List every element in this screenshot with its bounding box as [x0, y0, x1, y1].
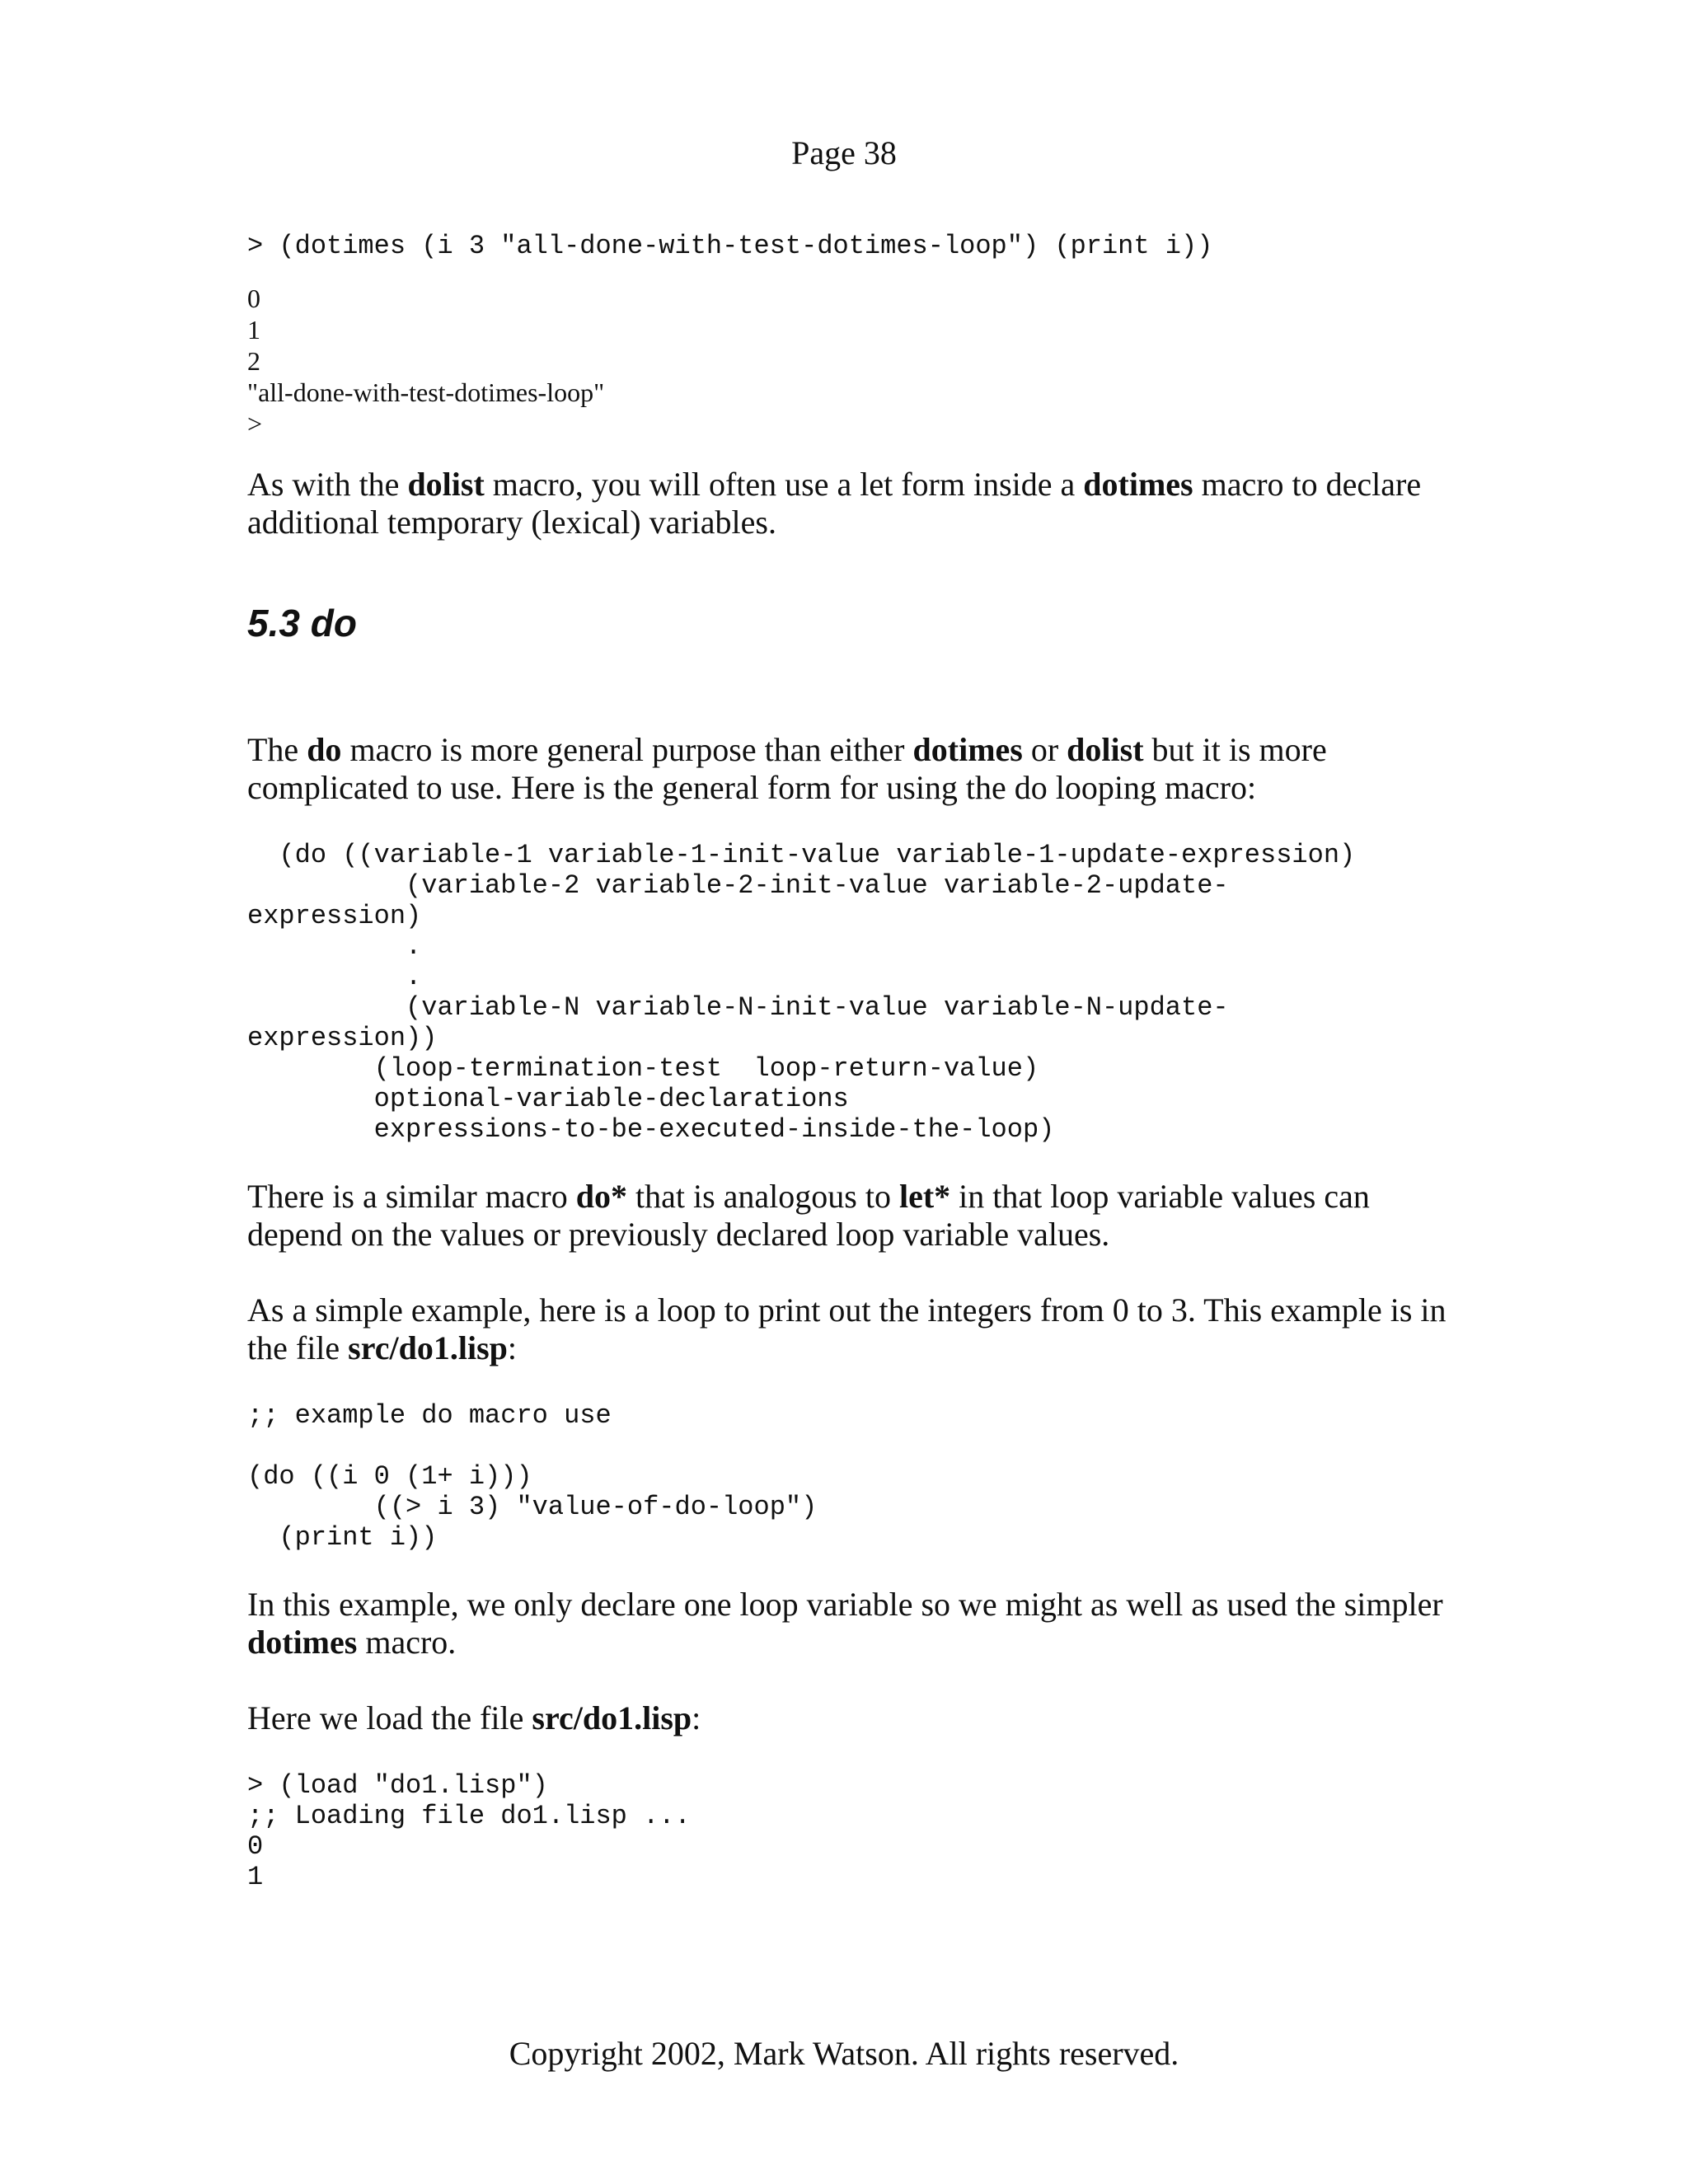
code-dotimes-call: > (dotimes (i 3 "all-done-with-test-dotimes-loop") (print i)) [247, 231, 1213, 261]
section-heading: 5.3 do [247, 602, 357, 644]
text: : [507, 1329, 518, 1366]
paragraph-load-file [247, 1699, 1451, 1737]
text: macro, you will often use a let form inside a [484, 466, 1084, 503]
text: The [247, 731, 307, 768]
keyword-do-star: do* [575, 1178, 627, 1215]
text: but it is more complicated to use. Here is the general form for using the do looping macro: [247, 731, 1327, 806]
page-content [247, 231, 1451, 1892]
dotimes-output: 0 1 2 "all-done-with-test-dotimes-loop" > [247, 284, 605, 438]
code-load-session: > (load "do1.lisp") ;; Loading file do1.lisp ... 0 1 [247, 1770, 691, 1892]
text: or [1022, 731, 1067, 768]
code-do-example: ;; example do macro use (do ((i 0 (1+ i))) ((> i 3) "value-of-do-loop") (print i)) [247, 1400, 818, 1553]
keyword-dolist: dolist [1067, 731, 1144, 768]
copyright-footer: Copyright 2002, Mark Watson. All rights reserved. [509, 2035, 1179, 2072]
text: : [692, 1699, 701, 1736]
filename-do1: src/do1.lisp [532, 1699, 692, 1736]
text: macro. [357, 1624, 457, 1661]
keyword-dotimes: dotimes [1083, 466, 1193, 503]
page-number: Page 38 [791, 134, 897, 171]
text: As a simple example, here is a loop to print out the integers from 0 to 3. This example is in the file [247, 1291, 1447, 1366]
paragraph-do-star [247, 1178, 1451, 1254]
text: Here we load the file [247, 1699, 532, 1736]
paragraph-do-intro [247, 731, 1451, 807]
text: that is analogous to [626, 1178, 899, 1215]
paragraph-let-inside-dotimes [247, 466, 1451, 541]
text: In this example, we only declare one loop variable so we might as well as used the simpler [247, 1586, 1443, 1623]
keyword-let-star: let* [898, 1178, 951, 1215]
paragraph-one-loop-variable [247, 1586, 1451, 1661]
keyword-do: do [307, 731, 342, 768]
filename-do1: src/do1.lisp [348, 1329, 508, 1366]
text: There is a similar macro [247, 1178, 576, 1215]
keyword-dotimes: dotimes [247, 1624, 358, 1661]
keyword-dolist: dolist [407, 466, 485, 503]
text: macro to declare additional temporary (lexical) variables. [247, 466, 1422, 541]
text: in that loop variable values can depend on the values or previously declared loop variable values. [247, 1178, 1370, 1253]
code-do-general-form: (do ((variable-1 variable-1-init-value variable-1-update-expression) (variable-2 variable-2-init-value variable-2-update- expression) . . (variable-N variable-N-init-value variable-N-update- expression)) (loop-termination-test loop-return-value) optional-variable-declarations expressions-to-be-executed-inside-the-loop) [247, 840, 1356, 1145]
keyword-dotimes: dotimes [912, 731, 1023, 768]
text: macro is more general purpose than either [341, 731, 913, 768]
text: As with the [247, 466, 408, 503]
paragraph-simple-example [247, 1291, 1451, 1367]
